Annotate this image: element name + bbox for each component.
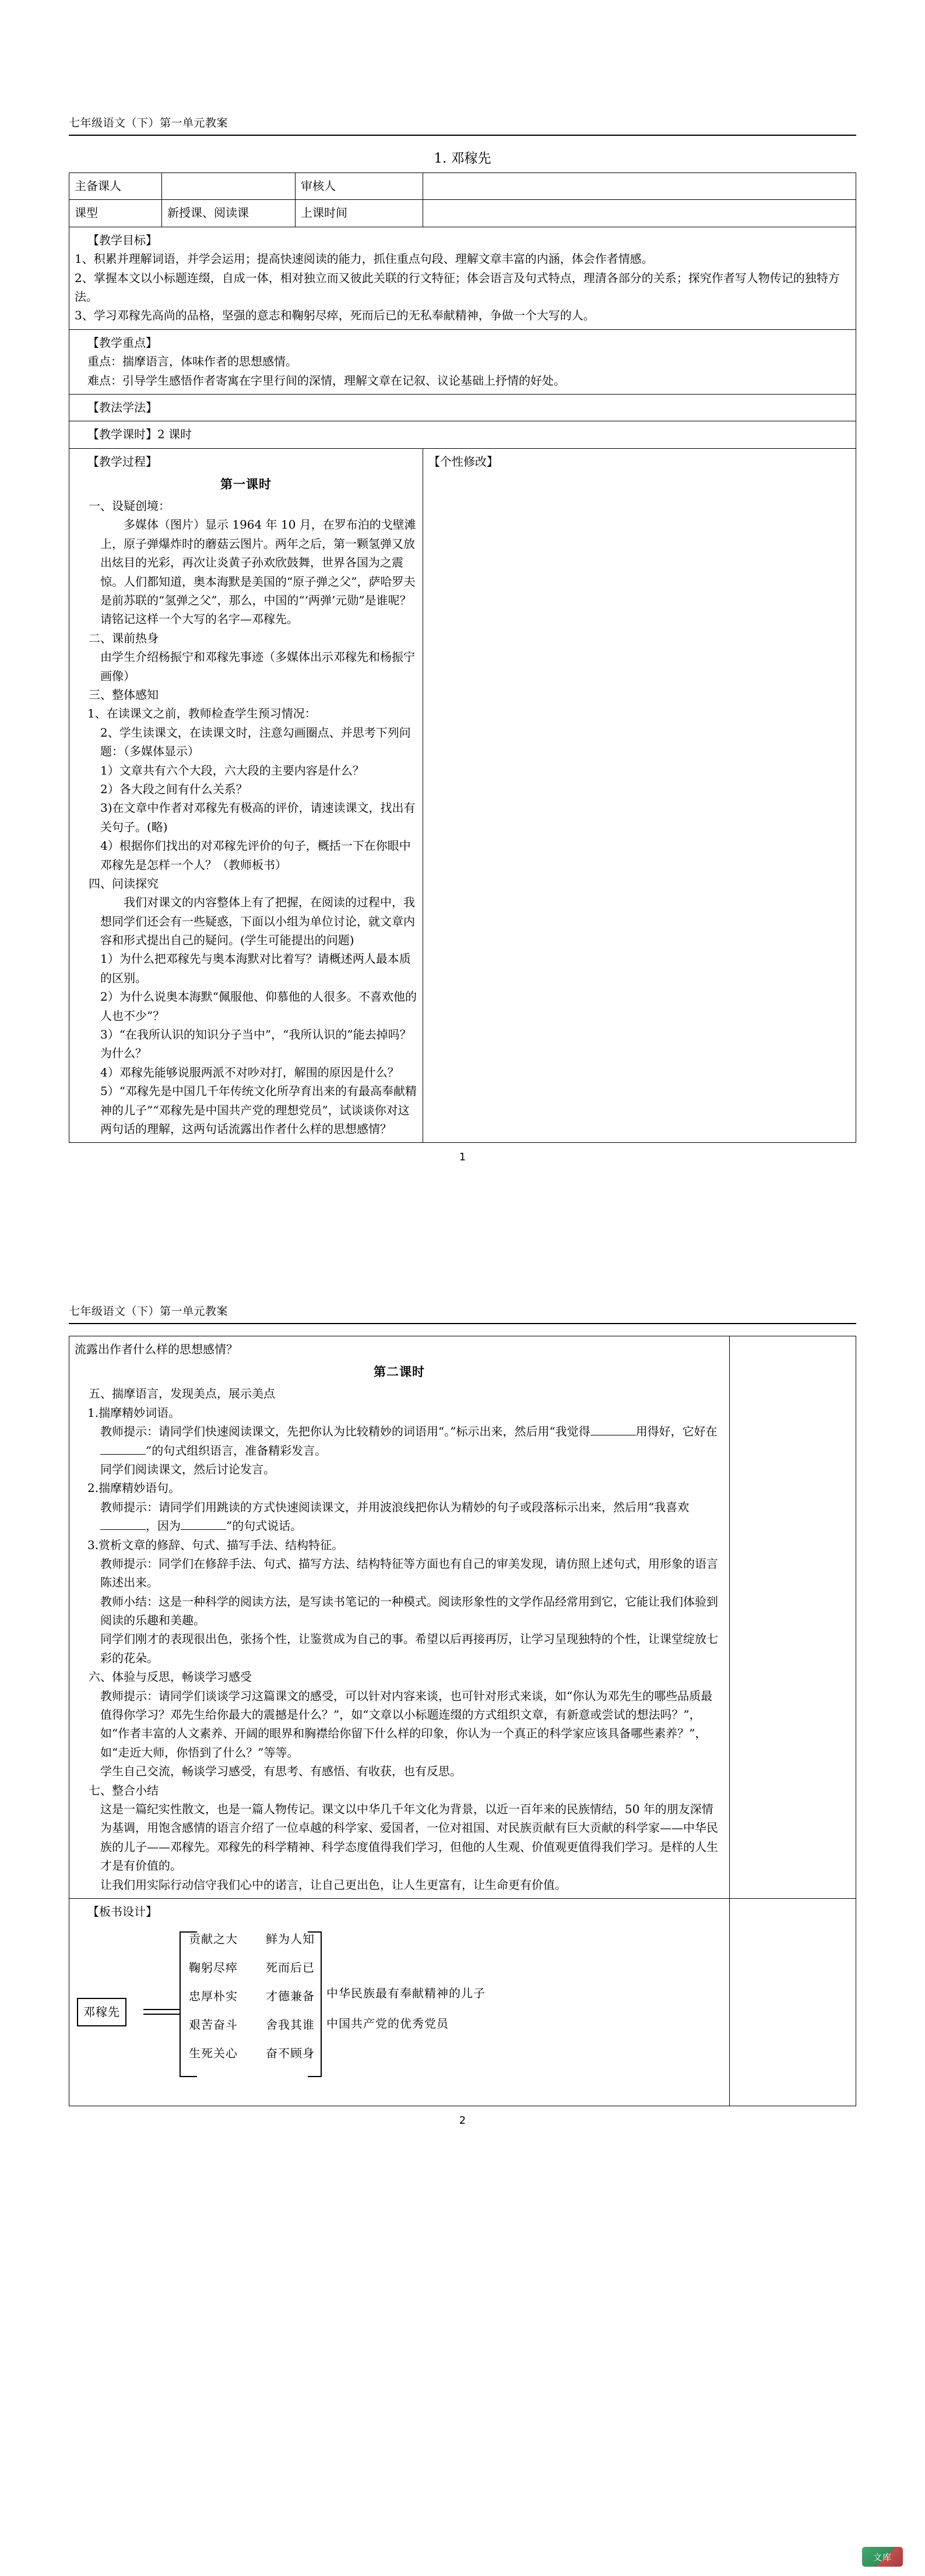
watermark-logo: [862, 2547, 903, 2567]
lesson1-question-3: 3)在文章中作者对邓稼先有极高的评价，请速读课文，找出有关句子。(略): [100, 801, 416, 834]
blackboard-row-1: [189, 1924, 364, 1953]
lesson1-explore-question-1: 1）为什么把邓稼先与奥本海默对比着写？请概述两人最本质的区别。: [100, 952, 411, 985]
table-row-preparer: [69, 173, 856, 200]
lesson2-s5-tip1: [75, 1422, 724, 1460]
value-class-time[interactable]: [423, 200, 856, 227]
header-rule: [69, 135, 856, 136]
blackboard-diagram: [75, 1924, 724, 2099]
blackboard-heading: 【板书设计】: [87, 1904, 157, 1919]
cell-personal-revision[interactable]: [423, 448, 856, 1143]
lesson2-s5-read: 同学们阅读课文，然后讨论发言。: [100, 1462, 275, 1476]
tip1-part-a: 教师提示：请同学们快速阅读课文，先把你认为比较精妙的词语用“。”标示出来，然后用“我觉得: [100, 1424, 590, 1439]
lesson1-question5-continuation: 流露出作者什么样的思想感情？: [75, 1342, 238, 1356]
blackboard-row-1-left: 贡献之大: [189, 1931, 238, 1946]
blackboard-row-3-right: 才德兼备: [266, 1989, 315, 2003]
lesson1-section3-item1: 1、在读课文之前，教师检查学生预习情况：: [87, 706, 316, 721]
lesson1-explore-question-4: 4）邓稼先能够说服两派不对吵对打，解围的原因是什么？: [100, 1065, 399, 1079]
blackboard-row-4-right: 舍我其谁: [266, 2017, 315, 2032]
lesson1-question-2: 2）各大段之间有什么关系？: [100, 782, 248, 796]
lesson2-s5-tip2: [75, 1498, 724, 1536]
process-heading: 【教学过程】: [87, 454, 157, 469]
lesson2-section5-heading: 五、揣摩语言，发现美点，展示美点: [89, 1386, 275, 1401]
lesson1-title: 第一课时: [220, 477, 272, 492]
running-header-page-2: 七年级语文（下）第一单元教案: [69, 1305, 228, 1318]
table-row-methods: [69, 394, 856, 421]
table-row-blackboard: [69, 1898, 856, 2106]
table-row-key-points: [69, 329, 856, 394]
objectives-heading: 【教学目标】: [87, 233, 157, 247]
lesson1-explore-question-2: 2）为什么说奥本海默“佩服他、仰慕他的人很多。不喜欢他的人也不少”？: [100, 990, 417, 1023]
objective-item-1: 1、积累并理解词语，并学会运用；提高快速阅读的能力，抓住重点句段、理解文章丰富的内涵，体会作者情感。: [75, 252, 653, 266]
running-header-page-1: 七年级语文（下）第一单元教案: [69, 117, 228, 129]
lesson1-section1-body: 多媒体（图片）显示 1964 年 10 月，在罗布泊的戈壁滩上，原子弹爆炸时的蘑菇云图片。两年之后，第一颗氢弹又放出炫目的光彩，再次让炎黄子孙欢欣鼓舞，世界各国为之震惊。人们都知道，奥本海默是美国的“原子弹之父”，萨哈罗夫是前苏联的“氢弹之父”，那么，中国的“‘两弹’元勋”是谁呢？请铭记这样一个大写的名字—邓稼先。: [100, 518, 416, 627]
value-reviewer[interactable]: [423, 173, 856, 200]
lesson1-section2-body: 由学生介绍杨振宁和邓稼先事迹（多媒体出示邓稼先和杨振宁画像）: [100, 650, 415, 683]
cell-personal-revision-3[interactable]: [730, 1898, 856, 2106]
fill-blank-4[interactable]: [181, 1529, 226, 1530]
page-number-2: 2: [459, 2114, 466, 2127]
lesson1-section3-item2: 2、学生读课文，在读课文时，注意勾画圈点、并思考下列问题：（多媒体显示）: [100, 725, 411, 759]
cell-periods: [69, 421, 856, 448]
table-row-periods: [69, 421, 856, 448]
table-row-process-continued: [69, 1336, 856, 1899]
value-lesson-type[interactable]: 新授课、阅读课: [162, 200, 296, 227]
lesson1-explore-question-5: 5）“邓稼先是中国几千年传统文化所孕育出来的有最高奉献精神的儿子”“邓稼先是中国共产党的理想党员”，试谈谈你对这两句话的理解，这两句话流露出作者什么样的思想感情？: [100, 1084, 417, 1136]
lesson2-title: 第二课时: [374, 1364, 425, 1380]
blackboard-row-5-left: 生死关心: [189, 2046, 238, 2060]
lesson2-section6-heading: 六、体验与反思，畅谈学习感受: [89, 1670, 252, 1684]
lesson2-s5-summary: 教师小结：这是一种科学的阅读方法，是写读书笔记的一种模式。阅读形象性的文学作品经常用到它，它能让我们体验到阅读的乐趣和美趣。: [100, 1594, 718, 1628]
periods-heading: 【教学课时】2 课时: [87, 427, 192, 442]
watermark-label: 文库: [873, 2552, 892, 2563]
cell-objectives: [69, 227, 856, 329]
lesson1-question-1: 1）文章共有六个大段，六大段的主要内容是什么？: [100, 763, 364, 777]
value-main-preparer[interactable]: [162, 173, 296, 200]
table-row-lesson-type: [69, 200, 856, 227]
header-rule-2: [69, 1323, 856, 1324]
cell-teaching-process-2: [69, 1336, 730, 1899]
lesson2-s5-item2: 2.揣摩精妙语句。: [87, 1481, 181, 1495]
lesson-plan-table: [69, 173, 856, 1143]
fill-blank-2[interactable]: [100, 1454, 146, 1455]
cell-methods: [69, 394, 856, 421]
blackboard-conclusions: [326, 1978, 486, 2039]
cell-blackboard-design: [69, 1898, 730, 2106]
watermark-shape: [862, 2547, 903, 2567]
objective-item-2: 2、掌握本文以小标题连缀，自成一体，相对独立而又彼此关联的行文特征；体会语言及句式特点，理清各部分的关系；探究作者写人物传记的独特方法。: [75, 270, 840, 304]
label-lesson-type: 课型: [69, 200, 162, 227]
cell-teaching-process: [69, 448, 423, 1143]
tip2-part-c: ”的句式说话。: [226, 1519, 303, 1533]
blackboard-conclusion-2: 中国共产党的优秀党员: [326, 2017, 449, 2031]
tip1-part-b: 用得好，它好在: [635, 1424, 718, 1439]
label-main-preparer: 主备课人: [69, 173, 162, 200]
label-class-time: 上课时间: [296, 200, 423, 227]
blackboard-row-2-right: 死而后已: [266, 1960, 315, 1975]
cell-key-points: [69, 329, 856, 394]
lesson2-s6-tail: 学生自己交流，畅谈学习感受，有思考、有感悟、有收获，也有反思。: [100, 1764, 462, 1779]
personal-revision-heading: 【个性修改】: [428, 454, 498, 469]
lesson2-s5-praise: 同学们刚才的表现很出色，张扬个性，让鉴赏成为自己的事。希望以后再接再厉，让学习呈现独特的个性，让课堂绽放七彩的花朵。: [100, 1632, 718, 1665]
lesson2-section7-heading: 七、整合小结: [89, 1783, 159, 1797]
key-points-heading: 【教学重点】: [87, 335, 157, 350]
lesson2-s5-tip3: 教师提示：同学们在修辞手法、句式、描写方法、结构特征等方面也有自己的审美发现，请仿照上述句式，用形象的语言陈述出来。: [100, 1556, 718, 1590]
lesson1-explore-question-3: 3）“在我所认识的知识分子当中”，“我所认识的”能去掉吗？为什么？: [100, 1027, 411, 1061]
difficult-point-text: 难点：引导学生感悟作者寄寓在字里行间的深情，理解文章在记叙、议论基础上抒情的好处。: [87, 373, 565, 388]
cell-personal-revision-2[interactable]: [730, 1336, 856, 1899]
page-number-1: 1: [459, 1151, 466, 1164]
page-1: [0, 0, 925, 1285]
lesson1-section4-body: 我们对课文的内容整体上有了把握，在阅读的过程中，我想同学们还会有一些疑惑，下面以小组为单位讨论，就文章内容和形式提出自己的疑问。(学生可能提出的问题): [100, 895, 415, 948]
lesson2-s7-body: 这是一篇纪实性散文，也是一篇人物传记。课文以中华几千年文化为背景，以近一百年来的民族情结，50 年的朋友深情为基调，用饱含感情的语言介绍了一位卓越的科学家、爱国者，一位对祖国、对民族贡献有巨大贡献的科学家——中华民族的儿子——邓稼先。邓稼先的科学精神、科学态度值得我们学习，但他的人生观、价值观更值得我们学习。是样的人生才是有价值的。: [100, 1802, 718, 1873]
blackboard-row-1-right: 鲜为人知: [266, 1931, 315, 1946]
blackboard-row-2: [189, 1953, 364, 1982]
blackboard-connector-line: [143, 2009, 180, 2015]
blackboard-conclusion-1: 中华民族最有奉献精神的儿子: [326, 1986, 486, 2001]
lesson2-s6-body: 教师提示：请同学们谈谈学习这篇课文的感受，可以针对内容来谈，也可针对形式来谈，如“你认为邓先生的哪些品质最值得你学习？邓先生给你最大的震撼是什么？”，如“文章以小标题连缀的方式组织文章，有新意或尝试的想法吗？”，如“作者丰富的人文素养、开阔的眼界和胸襟给你留下什么样的印象，你认为一个真正的科学家应该具备哪些素养？”，如“走近大师，你悟到了什么？”等等。: [100, 1688, 713, 1759]
blackboard-row-5: [189, 2039, 364, 2067]
blackboard-row-5-right: 奋不顾身: [266, 2046, 315, 2060]
lesson-plan-table-continued: [69, 1336, 856, 2106]
lesson1-section4-heading: 四、问读探究: [89, 876, 159, 891]
label-reviewer: 审核人: [296, 173, 423, 200]
lesson1-section2-heading: 二、课前热身: [89, 631, 159, 645]
lesson2-s5-item1: 1.揣摩精妙词语。: [87, 1405, 181, 1420]
tip1-part-c: ”的句式组织语言，准备精彩发言。: [146, 1443, 327, 1458]
page-2: [0, 1285, 925, 2576]
blackboard-row-3-left: 忠厚朴实: [189, 1989, 238, 2003]
page-title: 1. 邓稼先: [434, 151, 491, 166]
fill-blank-3[interactable]: [100, 1529, 146, 1530]
objective-item-3: 3、学习邓稼先高尚的品格，坚强的意志和鞠躬尽瘁，死而后已的无私奉献精神，争做一个大写的人。: [75, 308, 595, 323]
blackboard-row-4-left: 艰苦奋斗: [189, 2017, 238, 2032]
tip2-part-b: ，因为: [146, 1519, 181, 1533]
lesson1-section3-heading: 三、整体感知: [89, 688, 159, 702]
lesson2-s5-item3: 3.赏析文章的修辞、句式、描写手法、结构特征。: [87, 1537, 344, 1552]
table-row-process: [69, 448, 856, 1143]
tip2-part-a: 教师提示：请同学们用跳读的方式快速阅读课文，并用波浪线把你认为精妙的句子或段落标示出来，然后用“我喜欢: [100, 1500, 690, 1514]
lesson2-s7-tail: 让我们用实际行动信守我们心中的诺言，让自己更出色，让人生更富有，让生命更有价值。: [100, 1877, 567, 1892]
lesson1-section1-heading: 一、设疑创境：: [89, 499, 170, 513]
table-row-objectives: [69, 227, 856, 329]
blackboard-center-node: 邓稼先: [77, 1998, 126, 2026]
methods-heading: 【教法学法】: [87, 400, 157, 414]
key-point-text: 重点：揣摩语言，体味作者的思想感情。: [87, 354, 297, 369]
blackboard-row-2-left: 鞠躬尽瘁: [189, 1960, 238, 1975]
lesson1-question-4: 4）根据你们找出的对邓稼先评价的句子，概括一下在你眼中邓稼先是怎样一个人？（教师板书）: [100, 839, 411, 872]
